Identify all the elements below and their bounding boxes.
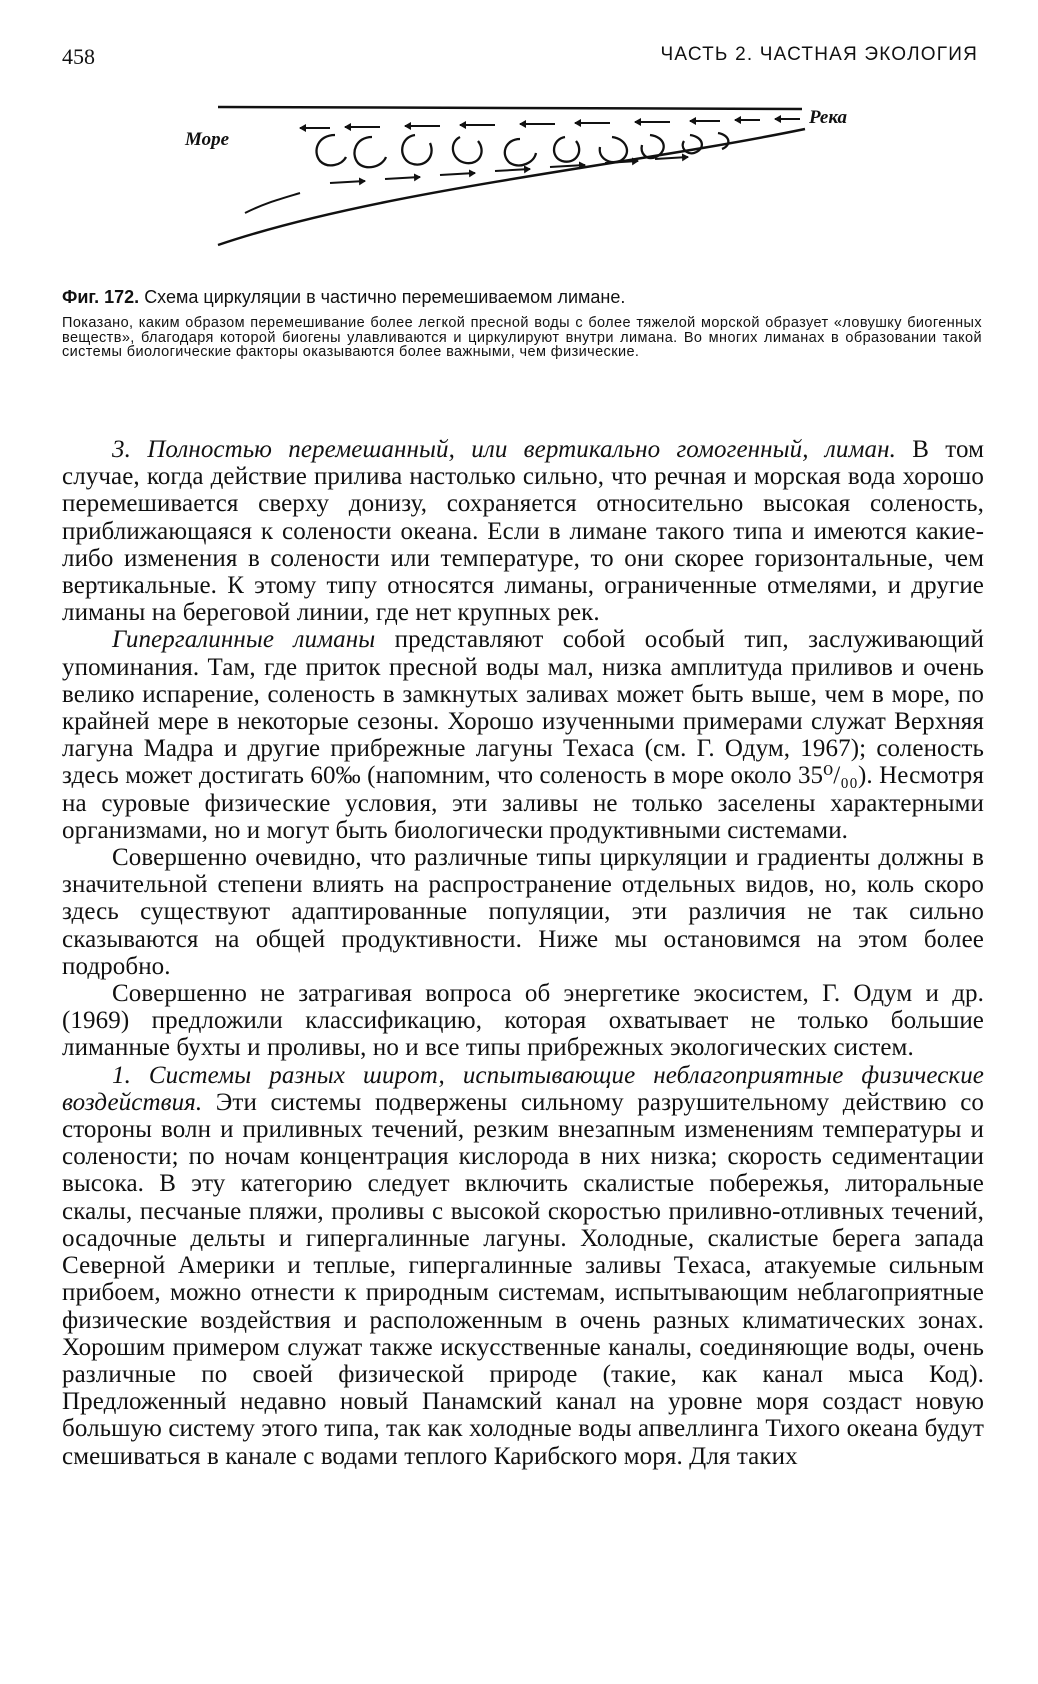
page-number: 458	[62, 44, 95, 69]
circulation-loops	[316, 133, 728, 167]
caption-title-line	[62, 287, 982, 308]
estuary-circulation-figure	[0, 95, 1038, 275]
paragraph-text: Совершенно очевидно, что различные типы циркуляции и градиенты должны в значительной степени влиять на распространение отдельных видов, но, коль скоро здесь существуют адаптированные популяции, эти различия не так сильно сказываются на общей продуктивности. Ниже мы остановимся на этом более подробно.	[62, 844, 984, 980]
paragraph-text: Эти системы подвержены сильному разрушительному действию со стороны волн и приливных течений, резким внезапным изменениям температуры и солености; по ночам концентрация кислорода в них низка; скорость седиментации высока. В эту категорию следует включить скалистые побережья, литоральные скалы, песчаные пляжи, проливы с высокой скоростью приливно-отливных течений, осадочные дельты и гипергалинные лагуны. Холодные, скалистые берега запада Северной Америки и теплые, гипергалинные заливы Техаса, атакуемые сильным прибоем, можно отнести к природным системам, испытывающим неблагоприятные физические воздействия и расположенным в очень разных климатических зонах. Хорошим примером служат также искусственные каналы, соединяющие воды, очень различные по своей физической природе (такие, как канал мыса Код). Предложенный недавно новый Панамский канал на уровне моря создаст новую большую систему этого типа, так как холодные воды апвеллинга Тихого океана будут смешиваться в канале с водами теплого Карибского моря. Для таких	[62, 1088, 984, 1470]
paragraph-text: В том случае, когда действие прилива настолько сильно, что речная и морская вода хорошо перемешивается сверху донизу, сохраняется относительно высокая соленость, приближающаяся к солености океана. Если в лимане такого типа и имеются какие-либо изменения в солености или температуре, то они скорее горизонтальные, чем вертикальные. К этому типу относятся лиманы, ограниченные отмелями, и другие лиманы на береговой линии, где нет крупных рек.	[62, 436, 984, 627]
page-header	[62, 44, 978, 74]
paragraph-hyperhaline-estuaries	[62, 626, 984, 844]
paragraph-italic-lead: 1. Системы разных широт, испытывающие неблагоприятные физические воздействия.	[62, 1061, 984, 1116]
caption-body: Показано, каким образом перемешивание более легкой пресной воды с более тяжелой морской образует «ловушку биогенных веществ», благодаря которой биогены улавливаются и циркулируют внутри лимана. Во многих лиманах в образовании такой системы биологические факторы оказываются более важными, чем физические.	[62, 315, 982, 360]
paragraph-italic-lead: Гипергалинные лиманы	[112, 626, 376, 654]
inflow-line	[245, 193, 300, 213]
paragraph-circulation-types	[62, 844, 984, 980]
caption-number: Фиг. 172.	[62, 287, 140, 307]
paragraph-fully-mixed-estuary	[62, 436, 984, 626]
running-head: ЧАСТЬ 2. ЧАСТНАЯ ЭКОЛОГИЯ	[660, 44, 978, 65]
sea-label: Море	[185, 129, 230, 150]
estuary-bottom-line	[218, 129, 805, 245]
paragraph-text: Совершенно не затрагивая вопроса об энергетике экосистем, Г. Одум и др. (1969) предложили классификацию, которая охватывает не только большие лиманные бухты и проливы, но и все типы прибрежных экологических систем.	[62, 980, 984, 1062]
paragraph-stressed-systems	[62, 1062, 984, 1470]
paragraph-text: представляют собой особый тип, заслуживающий упоминания. Там, где приток пресной воды мал, низка амплитуда приливов и очень велико испарение, соленость в замкнутых заливах может быть выше, чем в море, по крайней мере в некоторые сезоны. Хорошо изученными примерами служат Верхняя лагуна Мадра и другие прибрежные лагуны Техаса (см. Г. Одум, 1967); соленость здесь может достигать 60‰ (напомним, что соленость в море около 35⁰/₀₀). Несмотря на суровые физические условия, эти заливы не только заселены характерными организмами, но и могут быть биологически продуктивными системами.	[62, 626, 984, 844]
figure-caption	[62, 287, 982, 360]
main-text	[62, 436, 984, 1470]
water-surface-line	[218, 107, 802, 109]
river-label: Река	[809, 107, 848, 128]
paragraph-classification	[62, 980, 984, 1062]
estuary-diagram	[0, 95, 1038, 275]
paragraph-italic-lead: 3. Полностью перемешанный, или вертикально гомогенный, лиман.	[112, 436, 896, 463]
caption-title: Схема циркуляции в частично перемешиваемом лимане.	[144, 287, 626, 307]
surface-outflow-arrows	[300, 119, 800, 128]
